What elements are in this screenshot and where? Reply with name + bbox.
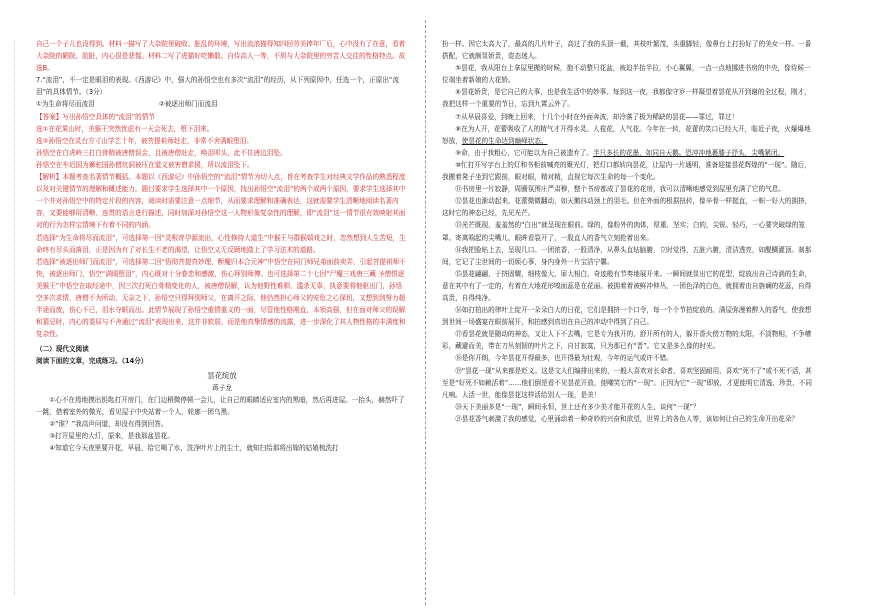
article-paragraph: ⑭我把脸贴上去，呈现几口。一团浓香，一股清净，从鼻头直钻脑腑，立时觉得，五脏六腑，清洁透亮，如醍醐灌顶。刹那间，它记了尘世间的一切烦心事，身内身外一片宝洁宁馨。 xyxy=(442,245,812,266)
article-title: 昙花绽放 xyxy=(207,370,237,380)
article-paragraph: ①心不在焉地摸出钥匙打开房门，在门边稍微停顿一会儿，让自己的眼睛适应室内的黑暗，然后再进屋。一抬头，赫然吓了一跳，借着室外的微光，看见屋子中央站着一个人，轮廓一团乌黑。 xyxy=(36,395,405,416)
article-paragraph: 扮一样。因它太高大了，最高的几片叶子，高过了我的头顶一截，其枝叶繁茂，头重脚轻，像鼻台上打扮好了的美女一样。一番搭配，它就颇显娇贵，姿态迷人。 xyxy=(442,40,812,61)
article-paragraph: ⑮昙花翩翩，于挤固耀，细枝像大，扉大相白，奇迹般有节奏地展开来。一瞬间就显出它的花型，绽放出自己诗淌的生命，意在其中有了一定的，有着在大地花形嗅面蕊是在花丽。被拥着着被鲜冲伸丛，一团色泽的白色，就拥着由自旃斓的花蕊，自得高贵，自得纯净。 xyxy=(442,269,812,302)
right-column xyxy=(442,38,814,607)
article-paragraph: ④知道它今天夜里要开花，早晨，给它喝了水，洗净叶片上的尘土，就知扫给那将出嫁的姑娘梳洗打 xyxy=(49,444,339,453)
article-paragraph: ⑦从早晨喜爱，到晚上回来，十几个小时在外面奔波，却冷落了极为稀缺的昙花——罪过，罪过！ xyxy=(455,112,739,121)
question-7: 7.“流泪”，不一定是眼泪的表现。《西游记》中，强大的孙悟空也有多次“流泪”的经历，从下列原因中，任选一个，正原出“流泪”的具体情节。（3分） xyxy=(36,76,399,97)
article-paragraph: ②“谁？”我高声问道，却没有得到回答。 xyxy=(49,419,168,428)
paragraph-text: ⑧在为人开，花蕾吸收了人的精气才开得水灵。人苞花，人气花。今年在一转，花蕾的笑口已经大开，临近子夜，火爆爆地怒放， xyxy=(442,124,811,145)
binding-margin xyxy=(14,40,21,595)
article-paragraph: ⑱是你开朗，今年昙花开得最多，也开得最为壮观，今年的运气或许不错。 xyxy=(455,354,673,363)
analysis-paragraph: 若选择“为生命将尽而流泪”，可选择第一回“灵根育孕源流出，心性修持大道生”中猴王与群猴嬉戏之时，忽然想到人生苦短，生命终有尽头而落泪，正是因为有了对长生不老的渴望，让悟空义无反顾地踏上了学习法术的道路。 xyxy=(36,233,406,254)
underlined-text: 半只多长的花墨，如同自天鹅。恐冲冲地裹膝子抒头，尖嘴紧闭。 xyxy=(592,148,785,157)
article-paragraph: ⑩忙打开写字台上的灯和书柜前喊亮的聚光灯，把灯口都转向昙花，让屋内一片通明，准备迎接昙花辉煌的“一现”。随后，我搬着凳子坐到它跟前，眼对眼，精对精，直视它每次生命的每一个变化。 xyxy=(442,160,811,182)
answer-paragraph: 自己一个子儿也没得到。材料一描写了大杂院里破败、脏乱的环境，写出流浪猫得知四回劳美捧年厂后，心中没有了在意，看着大杂院的陋院、肮脏，内心很是悲惺。材料二写了虎猫好吃懒散、自待高人一等，不屑与大杂院里的穷苦人交往的性格特点。故选B。 xyxy=(36,40,406,73)
option-b: ②被逐出师门而流泪 xyxy=(158,100,218,109)
section-heading: （二）现代文阅读 xyxy=(36,345,89,354)
article-paragraph: ③打开屋里的大灯，原来，是我那盆昙花。 xyxy=(49,432,174,440)
analysis-paragraph: 【解析】本题考查名著情节概括。本题以《西游记》中孙悟空的“流泪”情节为切入点，旨在考查学生对经典文学作品的熟悉程度以及对关键情节的理解和概述能力。题目要求学生选择其中一个原因，找出孙悟空“流泪”的两个或两个原因，要求学生选择其中一个并对孙悟空中的特定片段的内容，阅读时需要注意一点细节，从而要求理解和准确表达，这就需要学生清晰地阅读名著内容，又要能够用清晰、连贯的语言进行描述，同时加深对孙悟空这一人物形象复杂性的理解，即“流泪”这一情节很有效映射其面对的行为怎样宝情境下有着不同的内涵。 xyxy=(36,173,406,230)
left-column xyxy=(36,38,408,607)
paragraph-text: ⑨命，由于我粗心，它可能以为自己被遗弃了。 xyxy=(455,148,593,157)
article-paragraph: ⑤昙花，我从阳台上拿屋里搬的时候，抱不动整只花盆，被迫半抬半拉，小心翼翼，一点一点地挪进书房的中央，像待候一位端坐着新娘的大花轿。 xyxy=(442,64,811,85)
article-paragraph: ⑫昙花也渐动起来，花蕾微微翻动，如天鹅抖动颈上的羽毛。但在外面的根据扭转，像辛骨一样挺直，一帜一好大的拥挤，这时它的神态已经，先见光芒。 xyxy=(442,197,812,218)
answer-heading: 【答案】写出孙悟空具体的“流泪”的情节 xyxy=(36,112,155,121)
option-a: ①为生命将尽而流泪 xyxy=(36,100,95,109)
article-paragraph: ⑬光芒既现，羞羞然的“白出”就呈现在眼前。绿的，像粉外的肉体，厚重、坚实；白的，尖锐、轻巧，一心要突破绿的笼罩。寄离喘起的尖嘴儿，眼眸看裂开了，一股直人的香气立刻抢着出来。 xyxy=(442,221,805,242)
answer-line: 选①在花果山时，美猴王突然忧虑有一天会死去，堕下泪来。 xyxy=(36,124,214,133)
article-paragraph: ⑰看昙花就是随动的神态，又让人下不去嘴，它是专为我开的，舒开所有的人，躲开香火傍万物的太阳，不淡物相，不争嘈彩，藏避而美，带在刀丛刻韧的叶片之下，自甘寂寞，只为那已有“晋”。它又是多么像的时光。 xyxy=(442,330,812,351)
article-paragraph: ⑪书房里一片寂静，周圈氛围庄严肃穆，整个书房都成了昙花的花房，我可以清晰地感觉到屋里充满了它的气息。 xyxy=(455,185,785,194)
answer-line: 选②孙悟空在灵台方寸山学艺十年，被菩提祖师赶走，非常不舍满眼堕泪。 xyxy=(36,136,253,145)
article-author: 蒋子龙 xyxy=(212,383,232,392)
article-paragraph xyxy=(442,147,814,159)
column-divider xyxy=(425,20,426,605)
section-instruction: 阅读下面的文章，完成练习。（14分） xyxy=(36,357,148,366)
article-paragraph: ㉑昙花香气刺激了我的感觉，心里涌动着一种奇妙的兴奋和欲望，世界上的各色人等，该如何让自己的生命开出花朵？ xyxy=(455,414,799,423)
question-options xyxy=(36,98,408,110)
article-paragraph: ⑥昙花娇贵，是它自己的大事，也是我生活中的妙事。每到这一夜，我都像守岁一样凝望着昙花从开到谢的全过程，刚才，我把这样一个重要的节日，忘到九霄云外了。 xyxy=(442,88,811,109)
article-paragraph: ⑳天下美丽多是“一现”，瞬间永恒，世上还有多少美才能开花的人生，谈何“一现”？ xyxy=(455,402,700,411)
answer-line: 孙悟空在车迟国为狮驼国孙僧坑洞被压在道义被害僧求援，所以流泪坠下。 xyxy=(36,160,254,169)
article-paragraph xyxy=(442,123,814,147)
analysis-paragraph: 若选择“被逐出师门而流泪”，可选择第二回“悟彻菩提真妙理，断魔归本合元神”中悟空在同门师兄弟面前卖弄，引起菩提祖师不快，被逐出师门，悟空“满眼堕泪”，内心既对十分眷恋和感激，伤心拜别师傅。也可选择第二十七回“尸魔三戏唐三藏 圣僧恨逐美猴王”中悟空在取经途中，因三次打死白骨精变化的人，被唐僧误解，认为他野性难驯、滥杀无辜，执意要将他驱出门，孙悟空多次求情，唐僧不为所动，无奈之下，孙悟空只得拜别师父，在离开之际，他仍然担心师父的安危之心深切，又想到到努力超半途而废，伤心不已，泪水夺眶而出。此情节展现了孙悟空重情重义的一面，尽管他性格刚直，本领高强，但在面对师父的误解和猜忌时，内心的委屈与不舍通过“流泪”表现出来，这并非软弱，而是他真挚情感的流露，进一步深化了其人物性格的丰满度和复杂性。 xyxy=(36,257,406,339)
article-paragraph: ⑲“昙花一现”从来都是贬义。这是文人们编排出来的，一般人喜欢对长命者，喜欢坚固耐用，喜欢“死不了”或不死不活，甚至是“好死不如赖活着”……他们倒是看不见昙花开放，便嘲笑它的“一现”。正因为它“一现”即放，才更能明它清逸、珍贵、不同凡响。人活一世，能像昙花这样活给别人一现，是美！ xyxy=(442,366,812,399)
answer-line: 孙悟空在白虎岭三打白骨精被唐僧误会，且被唐僧赶走，唤泪叩头，此不住唐边泪坠。 xyxy=(36,148,287,157)
article-paragraph: ⑯如打拍出的律叶上绽开一朵朵白大的日花，它们是拥挤一个口令，每一个个节拍绽放的。满屋弥漫着醉人的香气，使我想到世间一场盛宴在眼前展开，和拍感到真切在自己的冲动中得到了自己。 xyxy=(442,306,812,327)
underlined-text: 使昙花的生命达到巅峰状态。 xyxy=(461,136,548,145)
